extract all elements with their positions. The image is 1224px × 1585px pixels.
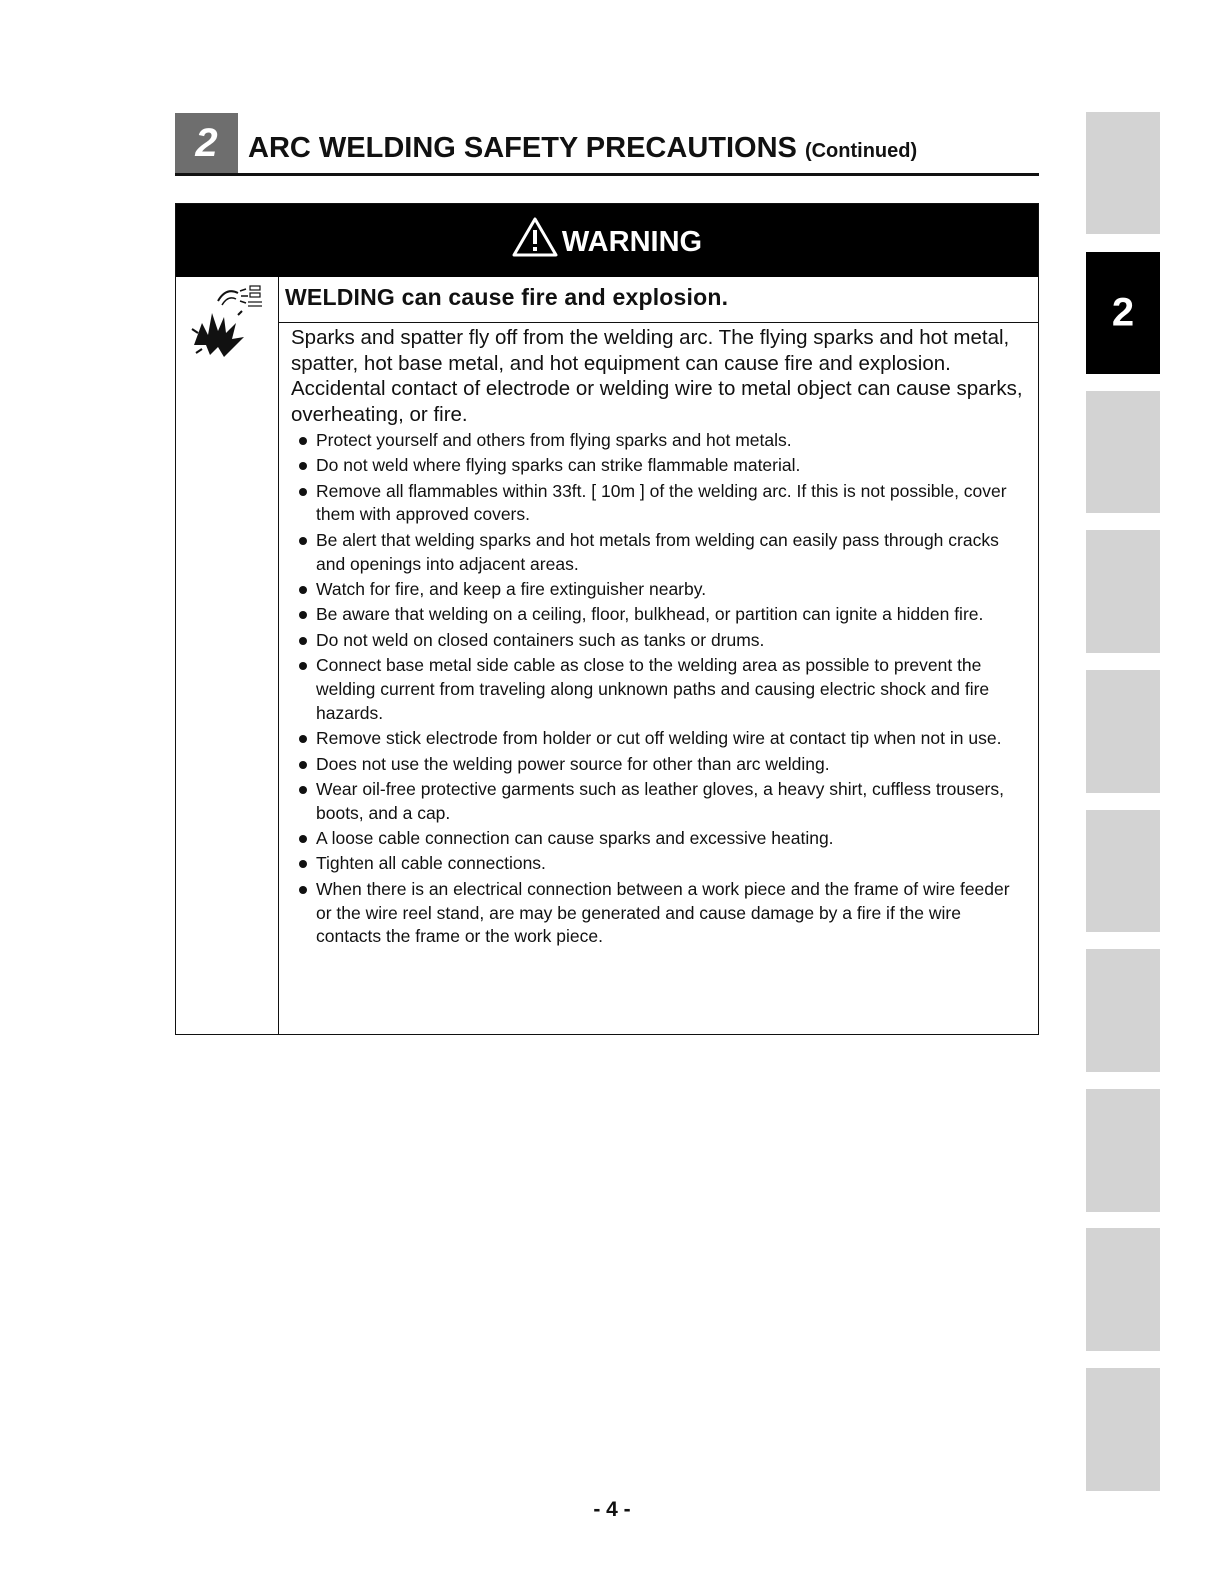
list-item-text: Watch for fire, and keep a fire extinguisher nearby. — [316, 578, 707, 599]
list-item — [291, 654, 1024, 725]
list-item-text: Be alert that welding sparks and hot metals from welding can easily pass through cracks and openings into adjacent areas. — [316, 529, 999, 574]
bullet-icon — [299, 886, 307, 894]
intro-paragraph: Accidental contact of electrode or welding wire to metal object can cause sparks, overheating, or fire. — [291, 377, 1023, 427]
precaution-list — [291, 429, 1024, 949]
list-item-text: When there is an electrical connection between a work piece and the frame of wire feeder or the wire reel stand, are may be generated and cause damage by a fire if the wire contacts the frame or the work piece. — [316, 878, 1010, 947]
bullet-icon — [299, 437, 307, 445]
side-tab — [1086, 810, 1160, 932]
list-item — [291, 454, 1024, 478]
section-number: 2 — [175, 113, 238, 173]
list-item-text: Does not use the welding power source for other than arc welding. — [316, 753, 830, 774]
side-tab — [1086, 112, 1160, 234]
bullet-icon — [299, 637, 307, 645]
page-number: - 4 - — [593, 1498, 631, 1521]
list-item — [291, 852, 1024, 876]
side-tab — [1086, 670, 1160, 793]
warning-triangle-icon — [512, 217, 558, 257]
warning-heading — [176, 217, 1038, 264]
list-item-text: Remove all flammables within 33ft. [ 10m ] of the welding arc. If this is not possible, cover them with approved covers. — [316, 480, 1007, 525]
list-item-text: Do not weld where flying sparks can strike flammable material. — [316, 455, 801, 476]
intro-paragraph: Sparks and spatter fly off from the welding arc. The flying sparks and hot metal, spatter, hot base metal, and hot equipment can cause fire and explosion. — [291, 326, 1010, 375]
bullet-icon — [299, 786, 307, 794]
side-tab — [1086, 1228, 1160, 1351]
list-item — [291, 778, 1024, 826]
list-item-text: Remove stick electrode from holder or cut off welding wire at contact tip when not in use. — [316, 728, 1002, 749]
side-tab-active — [1086, 252, 1160, 374]
side-tab — [1086, 391, 1160, 513]
bullet-icon — [299, 488, 307, 496]
bullet-icon — [299, 860, 307, 868]
side-tab — [1086, 949, 1160, 1072]
section-header — [175, 113, 1039, 176]
hazard-title: WELDING can cause fire and explosion. — [279, 277, 1038, 323]
list-item — [291, 629, 1024, 653]
warning-content — [291, 325, 1024, 951]
side-tab — [1086, 1368, 1160, 1491]
section-title-suffix: (Continued) — [804, 140, 918, 162]
list-item — [291, 529, 1024, 577]
warning-box — [175, 203, 1039, 1035]
section-title — [248, 131, 917, 168]
list-item — [291, 480, 1024, 528]
list-item-text: Be aware that welding on a ceiling, floor, bulkhead, or partition can ignite a hidden fire. — [316, 604, 984, 625]
bullet-icon — [299, 537, 307, 545]
side-tab — [1086, 1089, 1160, 1212]
bullet-icon — [299, 611, 307, 619]
section-title-text: ARC WELDING SAFETY PRECAUTIONS — [248, 132, 797, 164]
list-item — [291, 827, 1024, 851]
list-item — [291, 578, 1024, 602]
list-item-text: A loose cable connection can cause sparks and excessive heating. — [316, 828, 834, 849]
bullet-icon — [299, 735, 307, 743]
list-item-text: Do not weld on closed containers such as tanks or drums. — [316, 629, 765, 650]
list-item-text: Protect yourself and others from flying sparks and hot metals. — [316, 429, 792, 450]
intro-text — [291, 325, 1024, 428]
list-item — [291, 429, 1024, 453]
icon-column — [176, 277, 279, 1034]
fire-explosion-hazard-icon — [188, 283, 268, 361]
side-tab-active-label: 2 — [1111, 290, 1135, 335]
bullet-icon — [299, 662, 307, 670]
bullet-icon — [299, 586, 307, 594]
list-item — [291, 878, 1024, 949]
warning-label: WARNING — [561, 226, 703, 258]
side-tab — [1086, 530, 1160, 653]
list-item-text: Connect base metal side cable as close to the welding area as possible to prevent the welding current from traveling along unknown paths and causing electric shock and fire hazards. — [316, 655, 990, 723]
bullet-icon — [299, 462, 307, 470]
list-item — [291, 603, 1024, 627]
list-item-text: Wear oil-free protective garments such as leather gloves, a heavy shirt, cuffless trousers, boots, and a cap. — [316, 778, 1004, 823]
bullet-icon — [299, 761, 307, 769]
list-item — [291, 727, 1024, 751]
warning-bar — [176, 204, 1038, 277]
bullet-icon — [299, 835, 307, 843]
list-item — [291, 753, 1024, 777]
list-item-text: Tighten all cable connections. — [316, 853, 546, 874]
